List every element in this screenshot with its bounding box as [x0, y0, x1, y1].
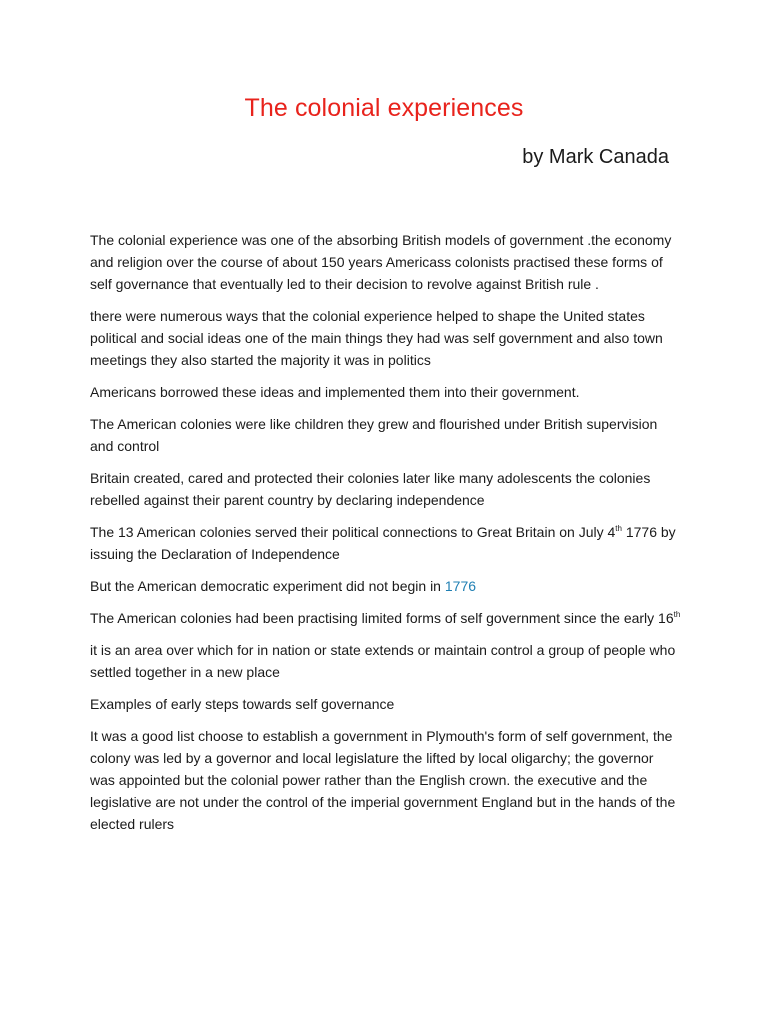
- ordinal-suffix: th: [673, 610, 681, 619]
- paragraph-7: [90, 575, 682, 597]
- paragraph-2: there were numerous ways that the colonial experience helped to shape the United states political and social ideas one of the main things they had was self government and also town meetings they also started the majority it was in politics: [90, 308, 663, 368]
- paragraph-9: it is an area over which for in nation or state extends or maintain control a group of people who settled together in a new place: [90, 642, 676, 680]
- paragraph-8: [90, 607, 682, 629]
- document-author: by Mark Canada: [522, 146, 669, 168]
- paragraph-10: Examples of early steps towards self governance: [90, 696, 395, 712]
- paragraph-4: The American colonies were like children they grew and flourished under British supervision and control: [90, 416, 658, 454]
- paragraph-8-text: The American colonies had been practising limited forms of self government since the early 16: [90, 610, 674, 626]
- year-link[interactable]: 1776: [444, 578, 477, 594]
- paragraph-3: Americans borrowed these ideas and implemented them into their government.: [90, 384, 580, 400]
- paragraph-6-text-b: 1776 by issuing the Declaration of Independence: [90, 524, 676, 562]
- paragraph-6-text-a: The 13 American colonies served their political connections to Great Britain on July 4: [90, 524, 616, 540]
- paragraph-5: Britain created, cared and protected their colonies later like many adolescents the colonies rebelled against their parent country by declaring independence: [90, 470, 651, 508]
- paragraph-1: The colonial experience was one of the absorbing British models of government .the economy and religion over the course of about 150 years Americass colonists practised these forms of self governance that eventually led to their decision to revolve against British rule .: [90, 232, 672, 292]
- paragraph-7-text: But the American democratic experiment did not begin in: [90, 578, 445, 594]
- document-title: The colonial experiences: [244, 94, 524, 122]
- ordinal-suffix: th: [615, 524, 622, 533]
- paragraph-6: [90, 521, 682, 565]
- document-body: [90, 229, 682, 845]
- paragraph-11: It was a good list choose to establish a government in Plymouth's form of self government, the colony was led by a governor and local legislature the lifted by local oligarchy; the governor was appointed but the colonial power rather than the English crown. the executive and the legislative are not under the control of the imperial government England but in the hands of the elected rulers: [90, 728, 676, 832]
